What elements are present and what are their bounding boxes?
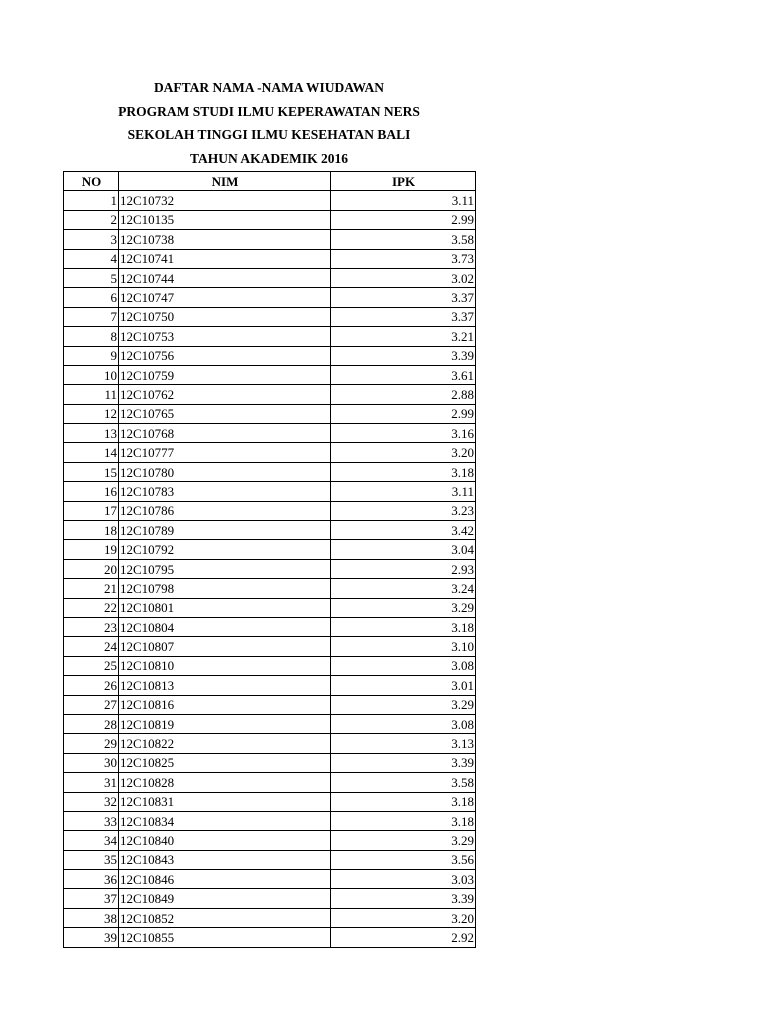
- table-row: [64, 714, 476, 733]
- table-row: [64, 579, 476, 598]
- cell-no: 30: [64, 753, 119, 772]
- cell-no: 8: [64, 327, 119, 346]
- title-academic-year: TAHUN AKADEMIK 2016: [189, 150, 348, 166]
- table-row: [64, 501, 476, 520]
- column-header-nim: NIM: [119, 172, 331, 191]
- table-header-row: [64, 172, 476, 191]
- table-row: [64, 230, 476, 249]
- cell-ipk: 3.18: [331, 617, 476, 636]
- cell-nim: 12C10813: [119, 676, 331, 695]
- table-row: [64, 385, 476, 404]
- cell-no: 15: [64, 462, 119, 481]
- cell-ipk: 3.11: [331, 191, 476, 210]
- cell-no: 32: [64, 792, 119, 811]
- cell-ipk: 2.99: [331, 404, 476, 423]
- cell-ipk: 3.18: [331, 811, 476, 830]
- cell-no: 39: [64, 928, 119, 947]
- cell-nim: 12C10732: [119, 191, 331, 210]
- table-row: [64, 559, 476, 578]
- cell-no: 29: [64, 734, 119, 753]
- table-row: [64, 850, 476, 869]
- document-header: [64, 78, 474, 172]
- cell-ipk: 3.20: [331, 908, 476, 927]
- cell-ipk: 3.58: [331, 773, 476, 792]
- cell-no: 9: [64, 346, 119, 365]
- cell-nim: 12C10744: [119, 268, 331, 287]
- table-row: [64, 404, 476, 423]
- cell-ipk: 3.16: [331, 424, 476, 443]
- cell-ipk: 3.04: [331, 540, 476, 559]
- table-row: [64, 268, 476, 287]
- table-row: [64, 637, 476, 656]
- title-school: SEKOLAH TINGGI ILMU KESEHATAN BALI: [127, 127, 411, 142]
- cell-nim: 12C10816: [119, 695, 331, 714]
- table-row: [64, 327, 476, 346]
- table-row: [64, 676, 476, 695]
- table-row: [64, 928, 476, 947]
- cell-ipk: 3.01: [331, 676, 476, 695]
- cell-nim: 12C10750: [119, 307, 331, 326]
- column-header-ipk: IPK: [331, 172, 476, 191]
- table-row: [64, 482, 476, 501]
- cell-nim: 12C10822: [119, 734, 331, 753]
- cell-no: 34: [64, 831, 119, 850]
- cell-nim: 12C10780: [119, 462, 331, 481]
- cell-ipk: 3.08: [331, 656, 476, 675]
- cell-no: 5: [64, 268, 119, 287]
- cell-nim: 12C10828: [119, 773, 331, 792]
- cell-no: 36: [64, 870, 119, 889]
- cell-no: 4: [64, 249, 119, 268]
- cell-ipk: 3.29: [331, 598, 476, 617]
- cell-no: 22: [64, 598, 119, 617]
- table-row: [64, 540, 476, 559]
- cell-no: 25: [64, 656, 119, 675]
- table-row: [64, 210, 476, 229]
- cell-no: 2: [64, 210, 119, 229]
- cell-nim: 12C10810: [119, 656, 331, 675]
- cell-ipk: 3.42: [331, 521, 476, 540]
- cell-no: 38: [64, 908, 119, 927]
- table-row: [64, 734, 476, 753]
- cell-nim: 12C10849: [119, 889, 331, 908]
- table-row: [64, 443, 476, 462]
- title-study-program: PROGRAM STUDI ILMU KEPERAWATAN NERS: [118, 103, 420, 119]
- cell-no: 7: [64, 307, 119, 326]
- cell-nim: 12C10843: [119, 850, 331, 869]
- table-row: [64, 191, 476, 210]
- cell-no: 13: [64, 424, 119, 443]
- cell-nim: 12C10756: [119, 346, 331, 365]
- cell-nim: 12C10789: [119, 521, 331, 540]
- cell-ipk: 3.21: [331, 327, 476, 346]
- cell-ipk: 3.39: [331, 889, 476, 908]
- cell-nim: 12C10777: [119, 443, 331, 462]
- cell-ipk: 2.99: [331, 210, 476, 229]
- table-row: [64, 889, 476, 908]
- table-row: [64, 831, 476, 850]
- table-body: [64, 191, 476, 947]
- cell-no: 26: [64, 676, 119, 695]
- cell-nim: 12C10825: [119, 753, 331, 772]
- cell-no: 23: [64, 617, 119, 636]
- table-row: [64, 346, 476, 365]
- cell-ipk: 3.37: [331, 307, 476, 326]
- cell-nim: 12C10135: [119, 210, 331, 229]
- table-row: [64, 288, 476, 307]
- cell-ipk: 3.39: [331, 753, 476, 772]
- table-row: [64, 753, 476, 772]
- cell-ipk: 3.61: [331, 365, 476, 384]
- cell-ipk: 3.11: [331, 482, 476, 501]
- cell-ipk: 2.92: [331, 928, 476, 947]
- table-row: [64, 249, 476, 268]
- table-row: [64, 695, 476, 714]
- cell-ipk: 3.24: [331, 579, 476, 598]
- cell-nim: 12C10852: [119, 908, 331, 927]
- cell-no: 16: [64, 482, 119, 501]
- cell-ipk: 3.73: [331, 249, 476, 268]
- cell-ipk: 3.29: [331, 831, 476, 850]
- table-row: [64, 521, 476, 540]
- cell-nim: 12C10786: [119, 501, 331, 520]
- cell-ipk: 3.13: [331, 734, 476, 753]
- cell-nim: 12C10855: [119, 928, 331, 947]
- cell-ipk: 3.23: [331, 501, 476, 520]
- cell-nim: 12C10783: [119, 482, 331, 501]
- graduates-table: [63, 171, 476, 948]
- cell-ipk: 3.37: [331, 288, 476, 307]
- cell-nim: 12C10831: [119, 792, 331, 811]
- cell-nim: 12C10798: [119, 579, 331, 598]
- cell-nim: 12C10753: [119, 327, 331, 346]
- cell-ipk: 3.10: [331, 637, 476, 656]
- table-row: [64, 617, 476, 636]
- cell-no: 20: [64, 559, 119, 578]
- cell-ipk: 3.29: [331, 695, 476, 714]
- cell-ipk: 3.02: [331, 268, 476, 287]
- cell-no: 17: [64, 501, 119, 520]
- cell-nim: 12C10759: [119, 365, 331, 384]
- cell-nim: 12C10792: [119, 540, 331, 559]
- cell-ipk: 3.18: [331, 462, 476, 481]
- cell-no: 18: [64, 521, 119, 540]
- cell-ipk: 3.03: [331, 870, 476, 889]
- table-row: [64, 792, 476, 811]
- cell-no: 3: [64, 230, 119, 249]
- cell-ipk: 2.88: [331, 385, 476, 404]
- cell-no: 12: [64, 404, 119, 423]
- cell-nim: 12C10762: [119, 385, 331, 404]
- column-header-no: NO: [64, 172, 119, 191]
- cell-nim: 12C10768: [119, 424, 331, 443]
- title-list-of-graduates: DAFTAR NAMA -NAMA WIUDAWAN: [153, 80, 385, 95]
- cell-nim: 12C10738: [119, 230, 331, 249]
- table-row: [64, 307, 476, 326]
- cell-nim: 12C10741: [119, 249, 331, 268]
- cell-nim: 12C10834: [119, 811, 331, 830]
- cell-ipk: 3.08: [331, 714, 476, 733]
- cell-no: 6: [64, 288, 119, 307]
- cell-no: 24: [64, 637, 119, 656]
- cell-no: 37: [64, 889, 119, 908]
- cell-ipk: 3.18: [331, 792, 476, 811]
- cell-no: 14: [64, 443, 119, 462]
- table-row: [64, 811, 476, 830]
- cell-no: 19: [64, 540, 119, 559]
- cell-ipk: 3.56: [331, 850, 476, 869]
- cell-nim: 12C10765: [119, 404, 331, 423]
- table-row: [64, 598, 476, 617]
- cell-nim: 12C10807: [119, 637, 331, 656]
- cell-ipk: 3.39: [331, 346, 476, 365]
- table-row: [64, 462, 476, 481]
- cell-no: 33: [64, 811, 119, 830]
- cell-no: 31: [64, 773, 119, 792]
- cell-no: 1: [64, 191, 119, 210]
- cell-no: 11: [64, 385, 119, 404]
- cell-nim: 12C10846: [119, 870, 331, 889]
- cell-nim: 12C10795: [119, 559, 331, 578]
- cell-nim: 12C10819: [119, 714, 331, 733]
- table-row: [64, 773, 476, 792]
- cell-no: 10: [64, 365, 119, 384]
- cell-nim: 12C10801: [119, 598, 331, 617]
- cell-nim: 12C10804: [119, 617, 331, 636]
- table-row: [64, 424, 476, 443]
- cell-nim: 12C10747: [119, 288, 331, 307]
- cell-no: 27: [64, 695, 119, 714]
- cell-ipk: 3.20: [331, 443, 476, 462]
- table-row: [64, 656, 476, 675]
- cell-ipk: 3.58: [331, 230, 476, 249]
- cell-no: 21: [64, 579, 119, 598]
- cell-ipk: 2.93: [331, 559, 476, 578]
- table-row: [64, 365, 476, 384]
- table-row: [64, 908, 476, 927]
- table-row: [64, 870, 476, 889]
- cell-no: 28: [64, 714, 119, 733]
- cell-nim: 12C10840: [119, 831, 331, 850]
- cell-no: 35: [64, 850, 119, 869]
